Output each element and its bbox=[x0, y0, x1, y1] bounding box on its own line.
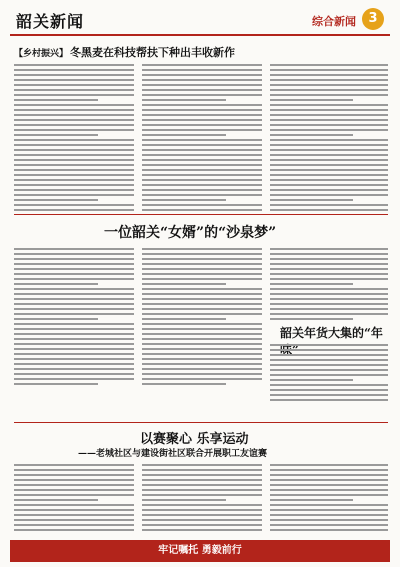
story3-col1 bbox=[270, 248, 388, 323]
story1-col3 bbox=[270, 64, 388, 214]
story4-headline: 以赛聚心 乐享运动 bbox=[140, 432, 249, 447]
story1-col1 bbox=[14, 64, 134, 214]
story1-kicker: 【乡村振兴】 bbox=[14, 49, 69, 59]
bottom-banner: 牢记嘱托 勇毅前行 bbox=[10, 540, 390, 562]
page-number-badge: 3 bbox=[362, 8, 384, 30]
story1-headline: 冬黑麦在科技帮扶下种出丰收新作 bbox=[70, 46, 235, 59]
story2-col2 bbox=[142, 248, 262, 388]
story3-headline: 韶关年货大集的“年 bbox=[280, 326, 383, 340]
story4-col1 bbox=[14, 464, 134, 534]
masthead-title: 韶关新闻 bbox=[16, 12, 85, 31]
story2-headline: 一位韶关“女婿”的“沙泉梦” bbox=[104, 225, 277, 241]
masthead-rule bbox=[10, 34, 390, 36]
story1-col2 bbox=[142, 64, 262, 214]
section-label: 综合新闻 bbox=[312, 15, 356, 28]
story2-col1 bbox=[14, 248, 134, 388]
story3-col2 bbox=[270, 344, 388, 404]
story4-col3 bbox=[270, 464, 388, 534]
story4-subheadline: ——老城社区与建设街社区联合开展职工友谊赛 bbox=[78, 449, 268, 459]
masthead bbox=[10, 6, 390, 32]
divider-2 bbox=[14, 422, 388, 423]
divider-1 bbox=[14, 214, 388, 215]
story4-col2 bbox=[142, 464, 262, 534]
